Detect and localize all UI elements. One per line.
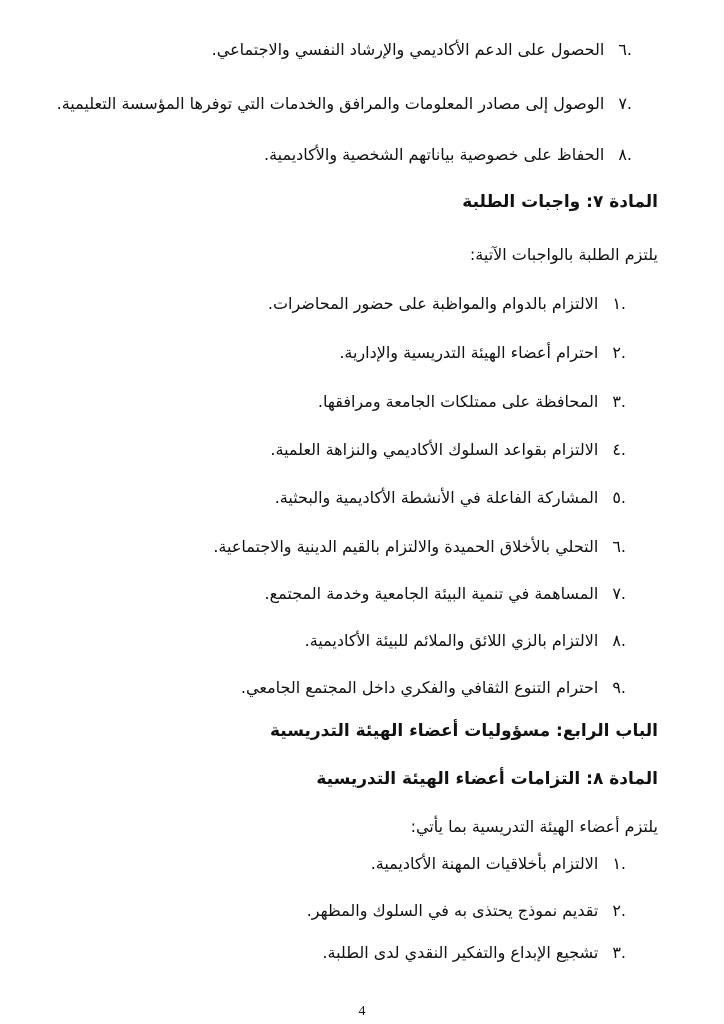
item-number: .٨ (612, 631, 626, 650)
item-number: .٨ (618, 145, 632, 164)
item-number: .٧ (618, 94, 632, 113)
item-text: الالتزام بالدوام والمواظبة على حضور المحاضرات. (267, 294, 599, 313)
list-item (264, 143, 632, 167)
item-text: التحلي بالأخلاق الحميدة والالتزام بالقيم الدينية والاجتماعية. (213, 537, 599, 556)
item-text: الالتزام بقواعد السلوك الأكاديمي والنزاهة العلمية. (270, 440, 599, 459)
item-text: الحصول على الدعم الأكاديمي والإرشاد النفسي والاجتماعي. (211, 40, 605, 59)
item-text: احترام أعضاء الهيئة التدريسية والإدارية. (339, 343, 599, 362)
item-number: .٦ (612, 537, 626, 556)
item-text: تشجيع الإبداع والتفكير النقدي لدى الطلبة. (322, 943, 599, 962)
item-text: الالتزام بالزي اللائق والملائم للبيئة الأكاديمية. (304, 631, 599, 650)
item-number: .١ (612, 294, 626, 313)
list-item (212, 38, 632, 62)
item-number: .٢ (612, 343, 626, 362)
list-item (339, 341, 626, 365)
item-number: .٣ (612, 943, 626, 962)
item-number: .٩ (612, 678, 626, 697)
list-item (268, 292, 626, 316)
item-text: المشاركة الفاعلة في الأنشطة الأكاديمية والبحثية. (274, 488, 599, 507)
list-item (270, 438, 626, 462)
item-number: .٦ (618, 40, 632, 59)
list-item (307, 899, 626, 923)
item-number: .٣ (612, 392, 626, 411)
item-number: .٤ (612, 440, 626, 459)
list-item (275, 486, 626, 510)
list-item (241, 676, 626, 700)
list-item (305, 629, 626, 653)
item-text: الالتزام بأخلاقيات المهنة الأكاديمية. (370, 854, 599, 873)
article-7-heading: المادة ٧: واجبات الطلبة (462, 192, 658, 212)
list-item (322, 941, 626, 965)
item-text: تقديم نموذج يحتذى به في السلوك والمظهر. (306, 901, 599, 920)
item-number: .٥ (612, 488, 626, 507)
item-number: .١ (612, 854, 626, 873)
item-text: الوصول إلى مصادر المعلومات والمرافق والخدمات التي توفرها المؤسسة التعليمية. (56, 94, 605, 113)
article-7-intro: يلتزم الطلبة بالواجبات الآتية: (469, 245, 658, 264)
list-item (265, 582, 626, 606)
item-text: المحافظة على ممتلكات الجامعة ومرافقها. (317, 392, 599, 411)
item-text: الحفاظ على خصوصية بياناتهم الشخصية والأكاديمية. (263, 145, 605, 164)
list-item (371, 852, 626, 876)
article-8-intro: يلتزم أعضاء الهيئة التدريسية بما يأتي: (410, 817, 658, 836)
article-8-heading: المادة ٨: التزامات أعضاء الهيئة التدريسية (316, 769, 658, 789)
item-text: المساهمة في تنمية البيئة الجامعية وخدمة المجتمع. (264, 584, 599, 603)
list-item (213, 535, 626, 559)
page-number: 4 (358, 1004, 366, 1019)
item-number: .٢ (612, 901, 626, 920)
chapter-4-heading: الباب الرابع: مسؤوليات أعضاء الهيئة التدريسية (269, 721, 658, 741)
list-item (57, 92, 632, 116)
item-number: .٧ (612, 584, 626, 603)
item-text: احترام التنوع الثقافي والفكري داخل المجتمع الجامعي. (240, 678, 599, 697)
list-item (318, 390, 626, 414)
